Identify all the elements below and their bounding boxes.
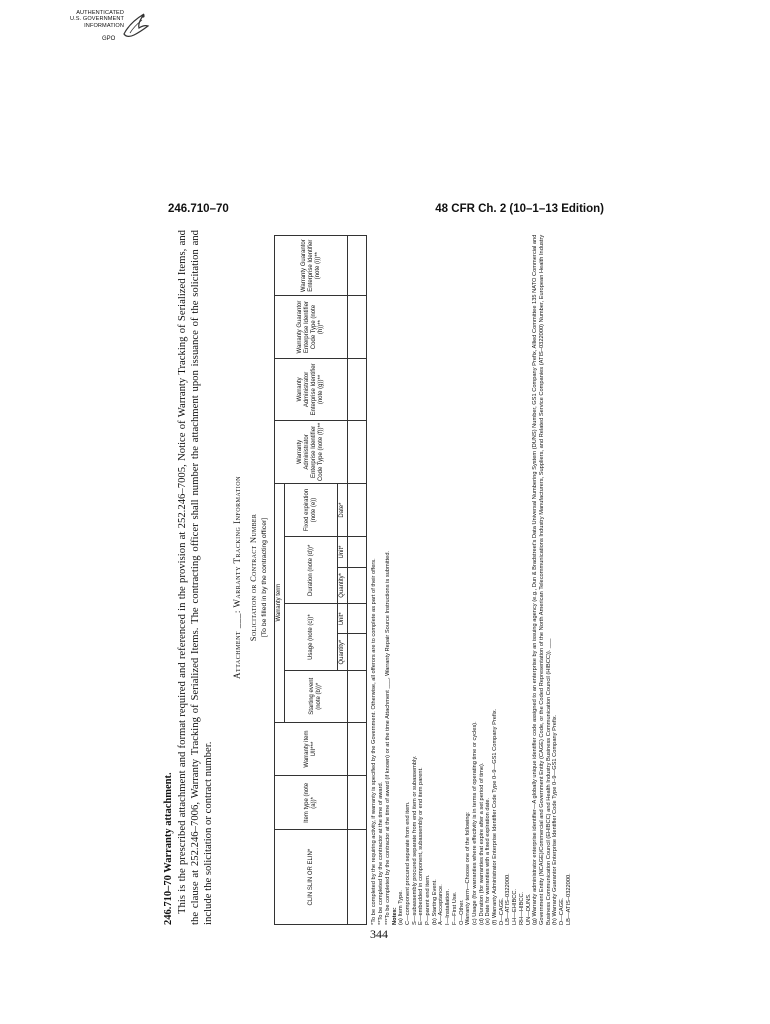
note-line: LB—ATIS–0322000. [505, 873, 512, 925]
note-line: (g) Warranty administrator enterprise identifier—A globally unique identifier code assigned to an enterprise by an issuing agency (e.g., Dun & Bradstreet's Data Universal Numbering System (DUNS) Number, GS1 Company Prefix, Allied Committee 135 NATO Commercial and Government Entity (NCAGE)/Commercial and Government Entity (CAGE) Code, or the Coded Representation of the North American Telecommunications Industry Manufacturers, Suppliers, and Related Service Companies (ATIS–0322000) Number, European Health Industry Business Communication Council (EHIBCC) and Health Industry Business Communication Council (HIBCC)). ___ [532, 234, 552, 925]
header-duration-quantity: Quantity* [338, 567, 348, 604]
attachment-subtitle: Solicitation or Contract Number [248, 513, 259, 642]
table-cell [348, 830, 367, 925]
table-cell [348, 358, 367, 420]
section-heading: 246.710–70 Warranty attachment. [163, 772, 174, 925]
note-line: LB—ATIS–0322000. [565, 873, 572, 925]
table-cell [348, 483, 367, 537]
header-duration: Duration (note (d))* [285, 537, 338, 604]
gpo-authentication-logo [32, 8, 152, 46]
table-cell [348, 537, 367, 567]
page-number: 344 [370, 927, 388, 941]
table-cell [348, 296, 367, 358]
note-line: S—subassembly procured separate from end item or subassembly. [411, 755, 418, 925]
header-clin: CLIN SLIN OR ELIN* [275, 830, 348, 925]
note-line: Warranty term—Choose one of the following: [465, 811, 472, 925]
footnote: ***To be completed by the contractor at the time of award (if known) or at the time Attachment ___, Warranty Repair Source Instructions is submitted. [384, 550, 391, 925]
running-header-title: 48 CFR Ch. 2 (10–1–13 Edition) [435, 203, 604, 215]
note-line: (f) Warranty Administrator Enterprise Identifier Code Type 0–9—GS1 Company Prefix. [492, 708, 499, 925]
logo-line: INFORMATION [84, 22, 124, 29]
section-body: This is the prescribed attachment and format required and referenced in the provision at 252.246–7005, Notice of Warranty Tracking of Serialized Items, and the clause at 252.246–7006, Warranty Tracking of Serialized Items. The contracting officer shall number the attachment upon issuance of the solicitation and include the solicitation or contract number. [176, 230, 214, 925]
note-line: A—Acceptance. [438, 884, 445, 925]
header-admin-id: Warranty Administrator Enterprise Identifier (note (g))** [275, 358, 348, 420]
footnote: **To be completed by the contractor at the time of award. [378, 781, 385, 925]
note-line: (b) Starting Event. [431, 879, 438, 925]
note-line: (d) Duration (for warranties that expire after a set period of time). [478, 762, 485, 925]
note-line: (a) Item Type. [398, 890, 405, 925]
table-row [348, 236, 367, 925]
header-fixed-expiration: Fixed expiration (note (e)) [285, 483, 338, 537]
warranty-tracking-table [274, 235, 367, 925]
table-cell [348, 236, 367, 296]
note-line: LH—EHIBCC. [512, 888, 519, 925]
header-warranty-term: Warranty term [275, 483, 285, 722]
notes-heading: Notes: [391, 907, 398, 925]
table-cell [348, 421, 367, 483]
header-guarantor-code-type: Warranty Guarantor Enterprise Identifier Code Type (note (h))** [275, 296, 348, 358]
header-fixed-date: Date* [338, 483, 348, 537]
note-line: (e) Date for warranties with a fixed expiration date. [485, 797, 492, 925]
note-line: UN—DUNS. [525, 893, 532, 925]
note-line: RH—HIBCC. [518, 891, 525, 925]
header-usage-unit: Unit* [338, 604, 348, 634]
footnotes-and-notes [371, 230, 572, 925]
rotated-page-content [163, 230, 609, 925]
table-cell [348, 776, 367, 830]
note-line: P—parent end item. [425, 874, 432, 925]
note-line: D—CAGE. [559, 897, 566, 925]
running-header-section-number: 246.710–70 [168, 203, 229, 215]
header-duration-unit: Unit* [338, 537, 348, 567]
header-starting-event: Starting event (note (b))* [285, 670, 348, 722]
logo-line: U.S. GOVERNMENT [69, 16, 124, 23]
table-cell [348, 567, 367, 604]
note-line: F—First Use. [451, 891, 458, 925]
note-line: O—Other. [458, 899, 465, 925]
table-cell [348, 604, 367, 634]
header-item-type: Item type (note (a))* [275, 776, 348, 830]
header-usage: Usage (note (c))* [285, 604, 338, 671]
header-admin-code-type: Warranty Administrator Enterprise Identifier Code Type (note (f))** [275, 421, 348, 483]
note-line: D—CAGE. [498, 897, 505, 925]
footnote: *To be completed by the requiring activity, if warranty is specified by the Government. Otherwise, all offerors are to complete as part of their offers. [371, 558, 378, 925]
header-usage-quantity: Quantity* [338, 634, 348, 671]
table-cell [348, 670, 367, 722]
note-line: E—embedded in component, subassembly or end item parent. [418, 767, 425, 925]
logo-text [32, 10, 124, 29]
attachment-note: [To be filled in by the contracting officer] [261, 517, 269, 638]
note-line: (h) Warranty Guarantor Enterprise Identifier Code Type 0–9—GS1 Company Prefix. [552, 714, 559, 925]
header-warranty-item-uii: Warranty item UII*** [275, 722, 348, 776]
note-line: C—component procured separate from end item. [404, 801, 411, 925]
table-cell [348, 722, 367, 776]
attachment-title: Attachment ___: Warranty Tracking Information [232, 476, 243, 679]
header-guarantor-id: Warranty Guarantor Enterprise Identifier (note (i))** [275, 236, 348, 296]
table-cell [348, 634, 367, 671]
note-line: (c) Usage (for warranties where effectivity is in terms of operating time or cycles). [471, 721, 478, 925]
logo-gpo-mark: GPO [102, 36, 116, 42]
logo-line: AUTHENTICATED [76, 10, 124, 16]
note-line: I—Installation. [445, 888, 452, 925]
eagle-icon [120, 8, 150, 42]
